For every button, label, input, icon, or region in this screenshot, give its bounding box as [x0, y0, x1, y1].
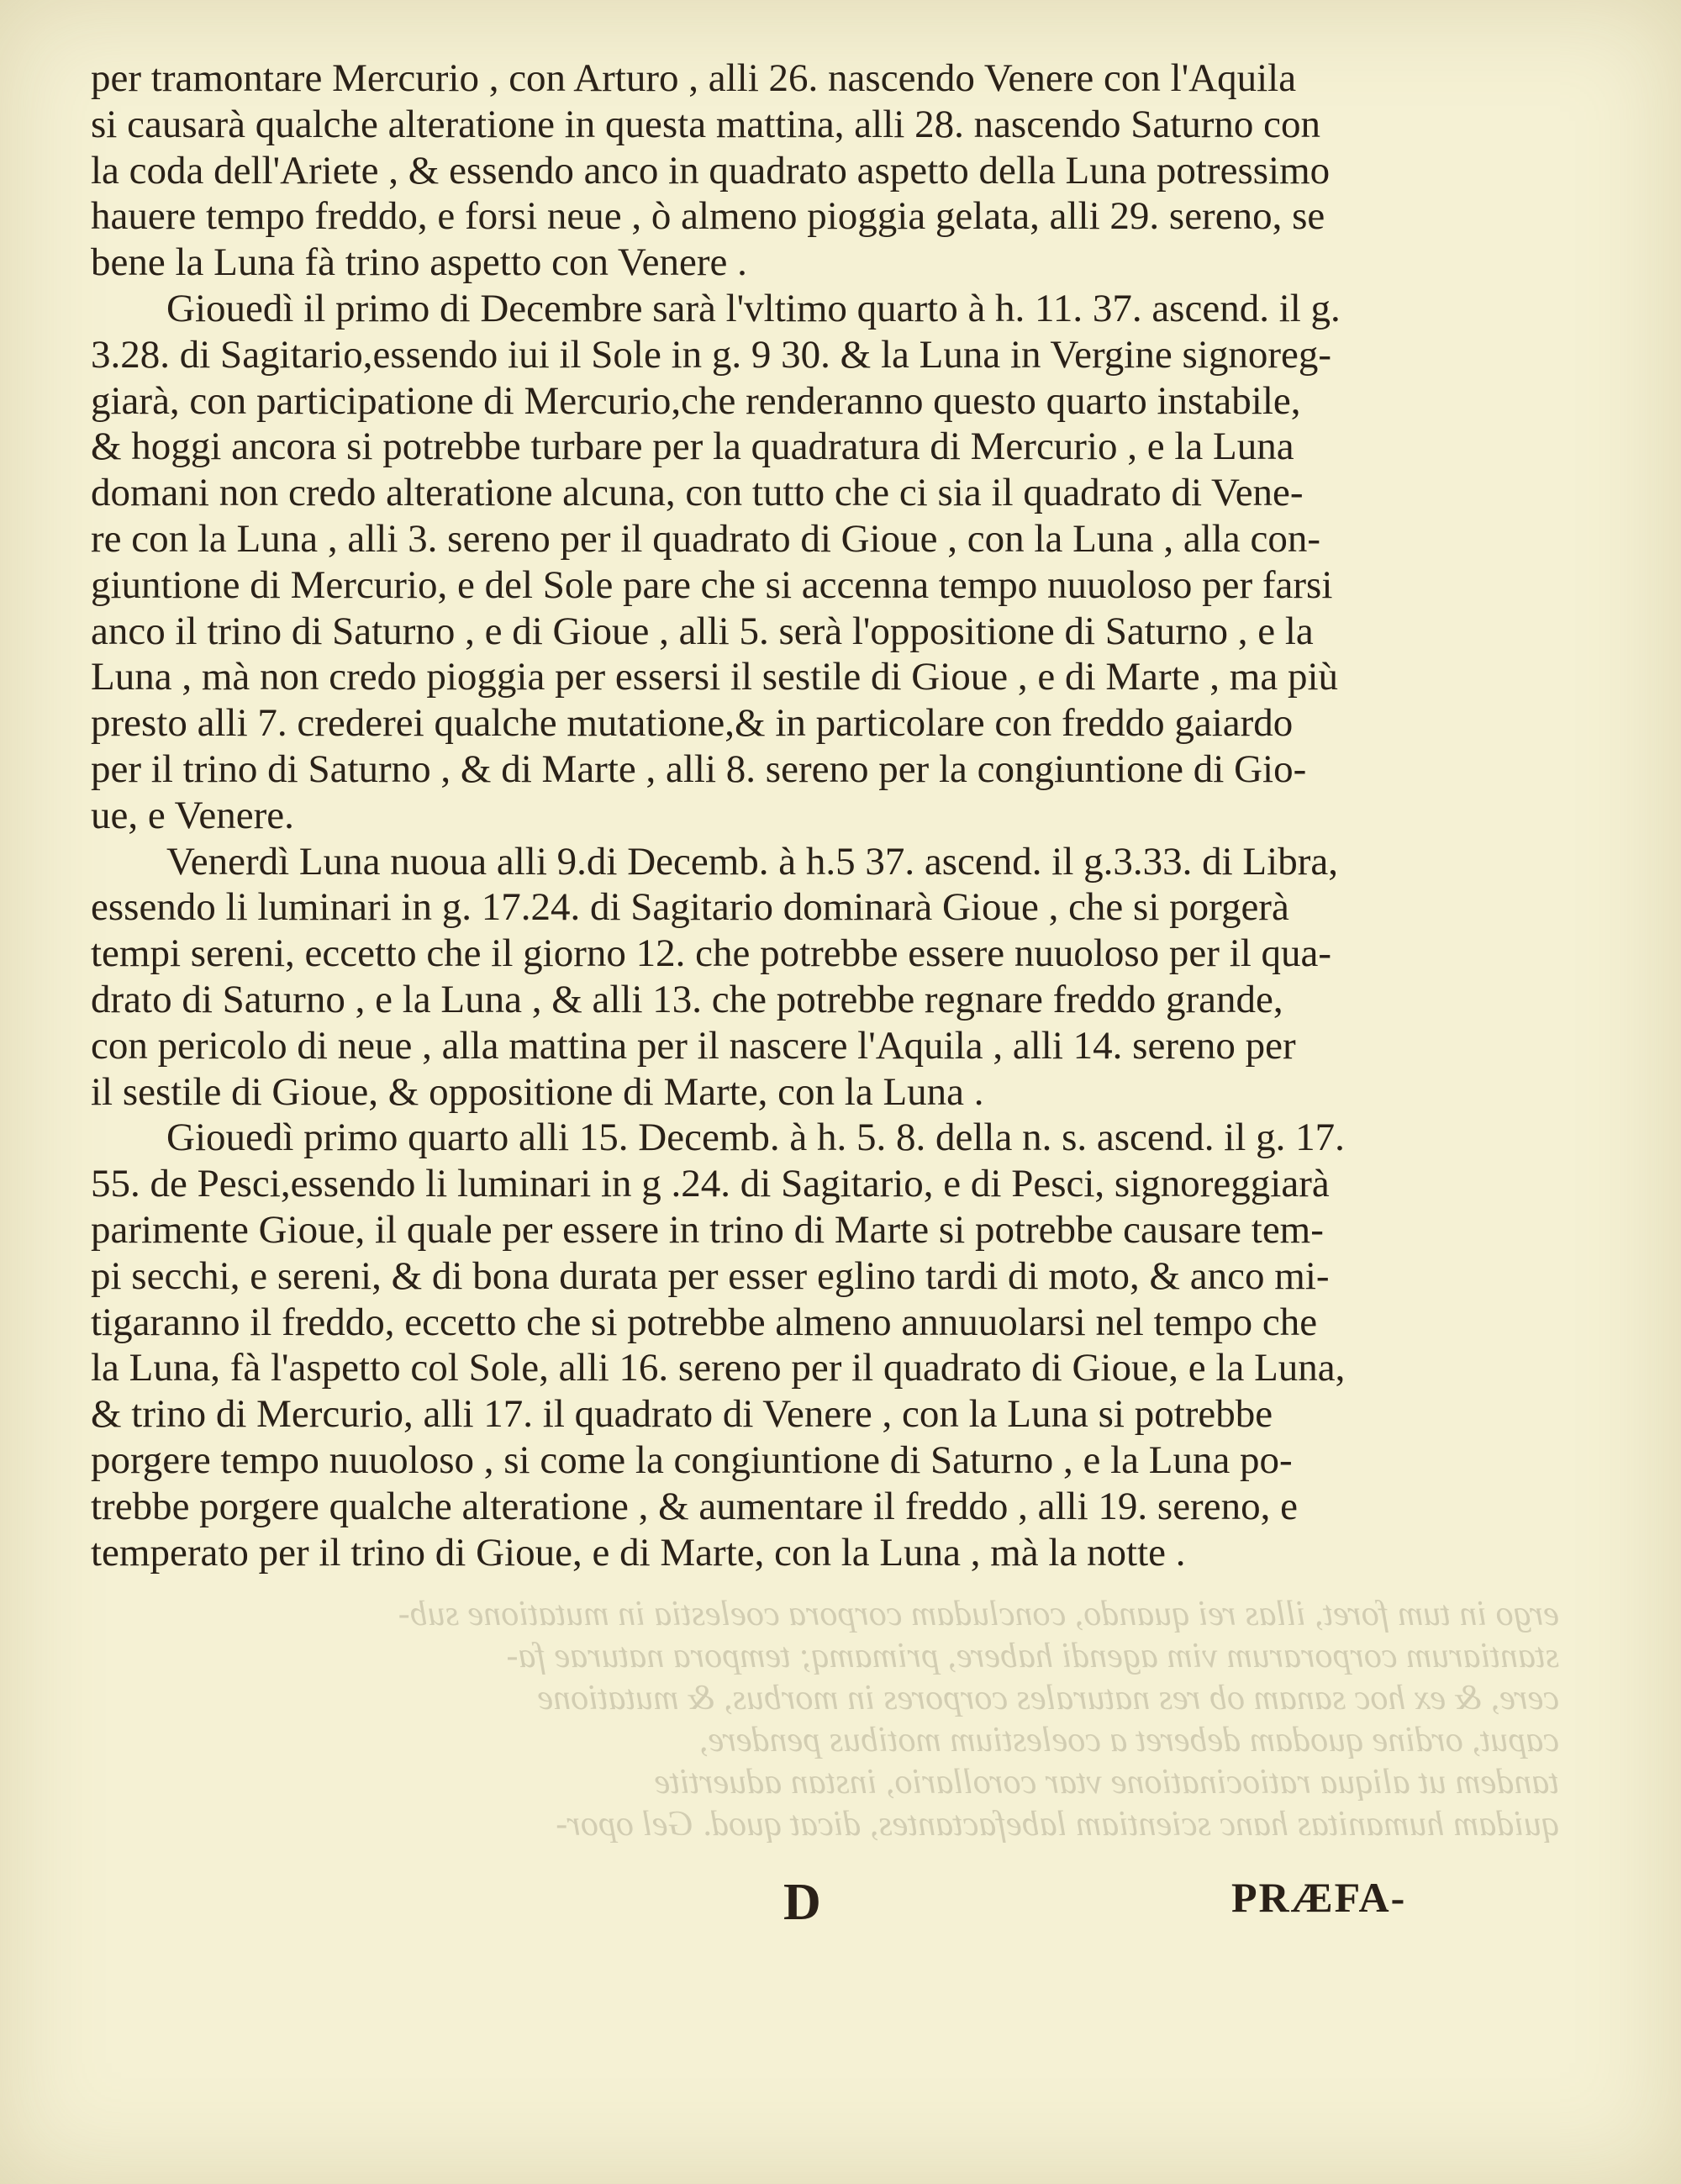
paragraph [91, 55, 1553, 286]
text-line: anco il trino di Saturno , e di Gioue , alli 5. serà l'oppositione di Saturno , e la [91, 609, 1314, 653]
text-line: Luna , mà non credo pioggia per essersi il sestile di Gioue , e di Marte , ma più [91, 655, 1339, 699]
text-line: giarà, con participatione di Mercurio,che renderanno questo quarto instabile, [91, 378, 1301, 423]
text-line: per tramontare Mercurio , con Arturo , alli 26. nascendo Venere con l'Aquila [91, 56, 1297, 100]
text-line: drato di Saturno , e la Luna , & alli 13. che potrebbe regnare freddo grande, [91, 977, 1283, 1021]
text-line: la coda dell'Ariete , & essendo anco in quadrato aspetto della Luna potressimo [91, 148, 1331, 193]
text-line: la Luna, fà l'aspetto col Sole, alli 16. sereno per il quadrato di Gioue, e la Luna, [91, 1346, 1346, 1390]
text-line: Giouedì primo quarto alli 15. Decemb. à h. 5. 8. della n. s. ascend. il g. 17. [166, 1116, 1345, 1160]
text-line: 3.28. di Sagitario,essendo iui il Sole in g. 9 30. & la Luna in Vergine signoreg- [91, 332, 1331, 377]
text-line: ue, e Venere. [91, 793, 294, 837]
text-line: bene la Luna fà trino aspetto con Venere . [91, 240, 747, 285]
text-line: Giouedì il primo di Decembre sarà l'vltimo quarto à h. 11. 37. ascend. il g. [166, 286, 1341, 330]
text-line: per il trino di Saturno , & di Marte , alli 8. sereno per la congiuntione di Gio- [91, 746, 1307, 791]
text-line: & trino di Mercurio, alli 17. il quadrato di Venere , con la Luna si potrebbe [91, 1392, 1273, 1437]
text-line: il sestile di Gioue, & oppositione di Marte, con la Luna . [91, 1069, 984, 1114]
text-line: trebbe porgere qualche alteratione , & aumentare il freddo , alli 19. sereno, e [91, 1484, 1298, 1528]
text-line: con pericolo di neue , alla mattina per il nascere l'Aquila , alli 14. sereno per [91, 1023, 1296, 1068]
paragraph [91, 286, 1553, 839]
text-line: giuntione di Mercurio, e del Sole pare che si accenna tempo nuuoloso per farsi [91, 562, 1333, 607]
body-text [91, 55, 1553, 1575]
text-line: parimente Gioue, il quale per essere in trino di Marte si potrebbe causare tem- [91, 1207, 1324, 1252]
signature-mark: D [783, 1874, 821, 1931]
catchword: PRÆFA- [1231, 1874, 1407, 1921]
text-line: tigaranno il freddo, eccetto che si potrebbe almeno annuuolarsi nel tempo che [91, 1300, 1318, 1344]
text-line: temperato per il trino di Gioue, e di Marte, con la Luna , mà la notte . [91, 1530, 1186, 1575]
text-line: Venerdì Luna nuoua alli 9.di Decemb. à h.5 37. ascend. il g.3.33. di Libra, [166, 839, 1338, 884]
text-line: 55. de Pesci,essendo li luminari in g .24. di Sagitario, e di Pesci, signoreggiarà [91, 1162, 1330, 1206]
text-line: pi secchi, e sereni, & di bona durata per esser eglino tardi di moto, & anco mi- [91, 1253, 1330, 1298]
text-line: essendo li luminari in g. 17.24. di Sagitario dominarà Gioue , che si porgerà [91, 885, 1289, 930]
text-line: & hoggi ancora si potrebbe turbare per la quadratura di Mercurio , e la Luna [91, 425, 1294, 469]
text-line: tempi sereni, eccetto che il giorno 12. che potrebbe essere nuuoloso per il qua- [91, 931, 1332, 976]
bleed-through-text: ergo in tum foret, illas rei quando, concludam corpora coelestia in mutatione sub- stantiarum corporarum vim agendi habere, primamq; tempora naturae fa- cere, & ex hoc sanam ob res naturales corpores in morbus, & mutatione caput, ordine quodam deberet a coelestium motibus pendere, tandem ut aliqua ratiocinatione vtar corollario, instan aduertite quidam humanitas hanc scientiam labefactantes, dicat quod. Gel opor- [398, 1595, 1559, 1844]
text-line: hauere tempo freddo, e forsi neue , ò almeno pioggia gelata, alli 29. sereno, se [91, 194, 1325, 239]
text-line: presto alli 7. crederei qualche mutatione,& in particolare con freddo gaiardo [91, 701, 1294, 746]
text-line: porgere tempo nuuoloso , si come la congiuntione di Saturno , e la Luna po- [91, 1438, 1293, 1482]
text-line: si causarà qualche alteratione in questa mattina, alli 28. nascendo Saturno con [91, 102, 1321, 146]
paragraph [91, 1115, 1553, 1575]
text-line: domani non credo alteratione alcuna, con tutto che ci sia il quadrato di Vene- [91, 471, 1304, 515]
text-line: re con la Luna , alli 3. sereno per il quadrato di Gioue , con la Luna , alla con- [91, 516, 1320, 561]
paragraph [91, 839, 1553, 1116]
